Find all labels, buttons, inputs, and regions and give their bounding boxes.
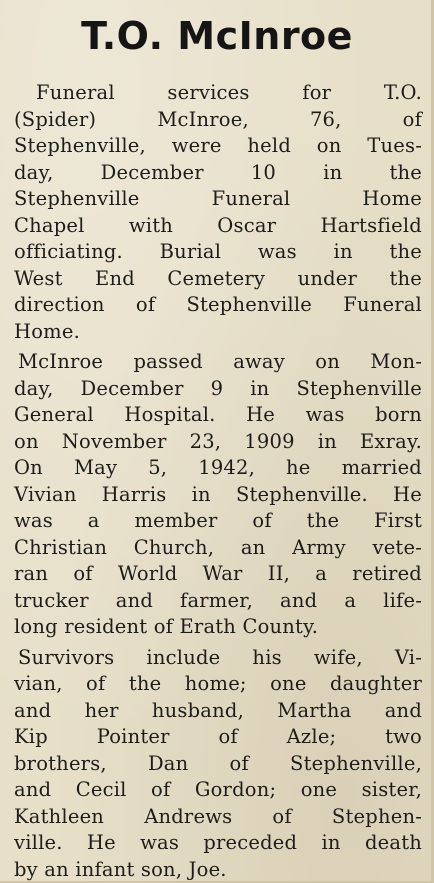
text-line: and her husband, Martha and [14, 698, 422, 722]
text-line: vian, of the home; one daughter [14, 672, 422, 695]
text-line: long resident of Erath County. [14, 615, 319, 638]
text-line: Kathleen Andrews of Stephen- [14, 804, 422, 828]
text-line: trucker and farmer, and a life- [14, 588, 422, 612]
text-line: Funeral services for T.O. [36, 81, 422, 104]
text-line: officiating. Burial was in the [14, 240, 422, 263]
paragraph [14, 80, 422, 345]
text-line: day, December 9 in Stephenville [14, 376, 422, 400]
text-line: Christian Church, an Army vete- [14, 535, 422, 559]
text-line: ran of World War II, a retired [14, 562, 422, 585]
headline: T.O. McInroe [81, 14, 353, 58]
text-line: Vivian Harris in Stephenville. He [14, 482, 422, 506]
text-line: McInroe passed away on Mon- [18, 350, 422, 373]
paragraph [14, 645, 422, 883]
text-line: On May 5, 1942, he married [14, 456, 422, 479]
text-line: West End Cemetery under the [14, 266, 422, 290]
obituary-article [14, 80, 422, 883]
text-line: Chapel with Oscar Hartsfield [14, 213, 422, 237]
text-line: (Spider) McInroe, 76, of [14, 107, 422, 131]
text-line: day, December 10 in the [14, 160, 422, 184]
text-line: Home. [14, 319, 80, 343]
text-line: by an infant son, Joe. [14, 857, 227, 881]
text-line: Kip Pointer of Azle; two [14, 725, 422, 748]
text-line: Stephenville, were held on Tues- [14, 134, 422, 157]
text-line: and Cecil of Gordon; one sister, [14, 778, 422, 801]
paragraph [14, 349, 422, 641]
text-line: brothers, Dan of Stephenville, [14, 751, 422, 775]
text-line: Survivors include his wife, Vi- [18, 645, 422, 669]
text-line: on November 23, 1909 in Exray. [14, 429, 422, 453]
text-line: General Hospital. He was born [14, 403, 422, 426]
text-line: direction of Stephenville Funeral [14, 293, 422, 316]
text-line: ville. He was preceded in death [14, 831, 422, 854]
text-line: was a member of the First [14, 509, 422, 532]
text-line: Stephenville Funeral Home [14, 187, 422, 210]
